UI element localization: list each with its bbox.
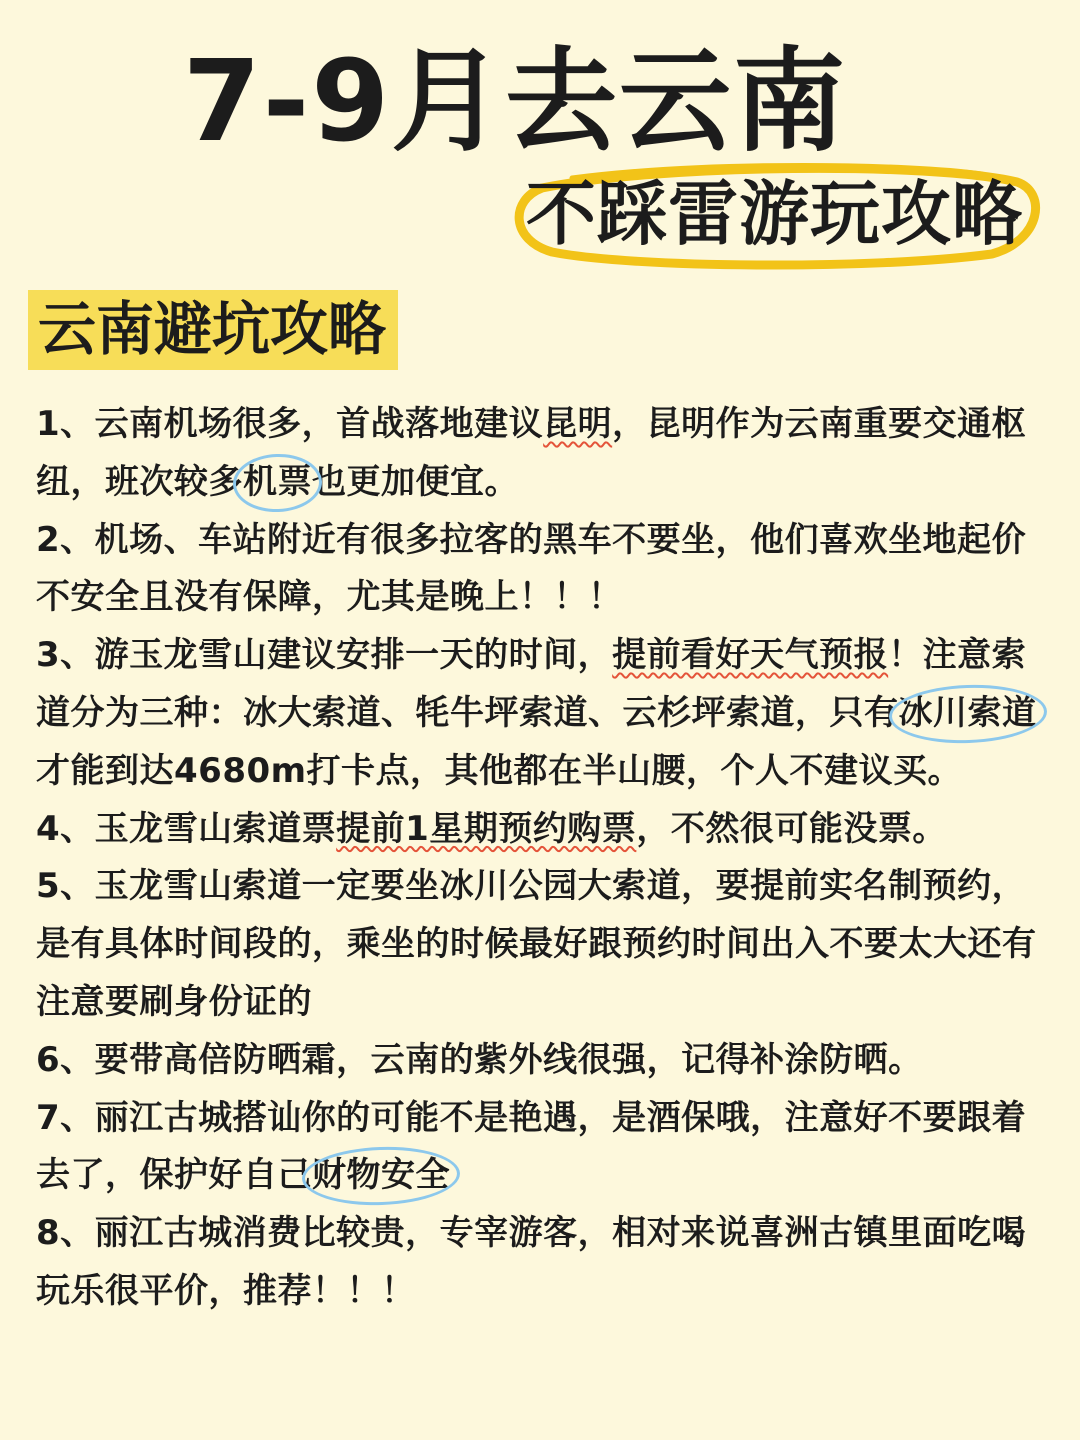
circled-text: 冰川索道 [898, 692, 1037, 733]
page-subtitle: 不踩雷游玩攻略 [526, 173, 1023, 255]
list-item [36, 801, 1046, 859]
item-text: 1、云南机场很多，首战落地建议 [36, 404, 544, 444]
item-text: 才能到达4680m打卡点，其他都在半山腰，个人不建议买。 [36, 750, 963, 791]
list-item: 8、丽江古城消费比较贵，专宰游客，相对来说喜洲古镇里面吃喝玩乐很平价，推荐！！！ [36, 1213, 1027, 1311]
list-item [36, 396, 1046, 512]
circled-text: 机票 [243, 461, 312, 502]
list-item: 2、机场、车站附近有很多拉客的黑车不要坐，他们喜欢坐地起价不安全且没有保障，尤其是晚上！！！ [36, 519, 1027, 618]
wavy-underlined-text: 昆明 [543, 404, 613, 444]
circled-text: 财物安全 [312, 1155, 450, 1196]
item-text: 7、丽江古城搭讪你的可能不是艳遇，是酒保哦，注意好不要跟着去了，保护好自己 [36, 1097, 1027, 1196]
list-item [36, 627, 1046, 800]
section-heading: 云南避坑攻略 [28, 290, 398, 370]
tips-list [36, 396, 1046, 1321]
item-text: 4、玉龙雪山索道票 [36, 808, 337, 849]
wavy-underlined-text: 提前1星期预约购票 [336, 808, 637, 849]
wavy-underlined-text: 提前看好天气预报 [612, 635, 889, 676]
item-text: 3、游玉龙雪山建议安排一天的时间， [36, 635, 613, 676]
item-text: ，不然很可能没票。 [636, 808, 947, 849]
list-item: 6、要带高倍防晒霜，云南的紫外线很强，记得补涂防晒。 [36, 1039, 923, 1080]
item-text: ！注意索道分为三种：冰大索道、牦牛坪索道、云杉坪索道，只有 [36, 635, 1027, 733]
item-text: 也更加便宜。 [312, 461, 519, 502]
item-text: ，昆明作为云南重要交通枢纽，班次较多 [36, 404, 1027, 502]
list-item: 5、玉龙雪山索道一定要坐冰川公园大索道，要提前实名制预约，是有具体时间段的，乘坐的时候最好跟预约时间出入不要太大还有注意要刷身份证的 [36, 866, 1037, 1022]
page-title: 7-9月去云南 [182, 37, 848, 167]
list-item [36, 1090, 1046, 1206]
subtitle-highlight [512, 160, 1042, 270]
